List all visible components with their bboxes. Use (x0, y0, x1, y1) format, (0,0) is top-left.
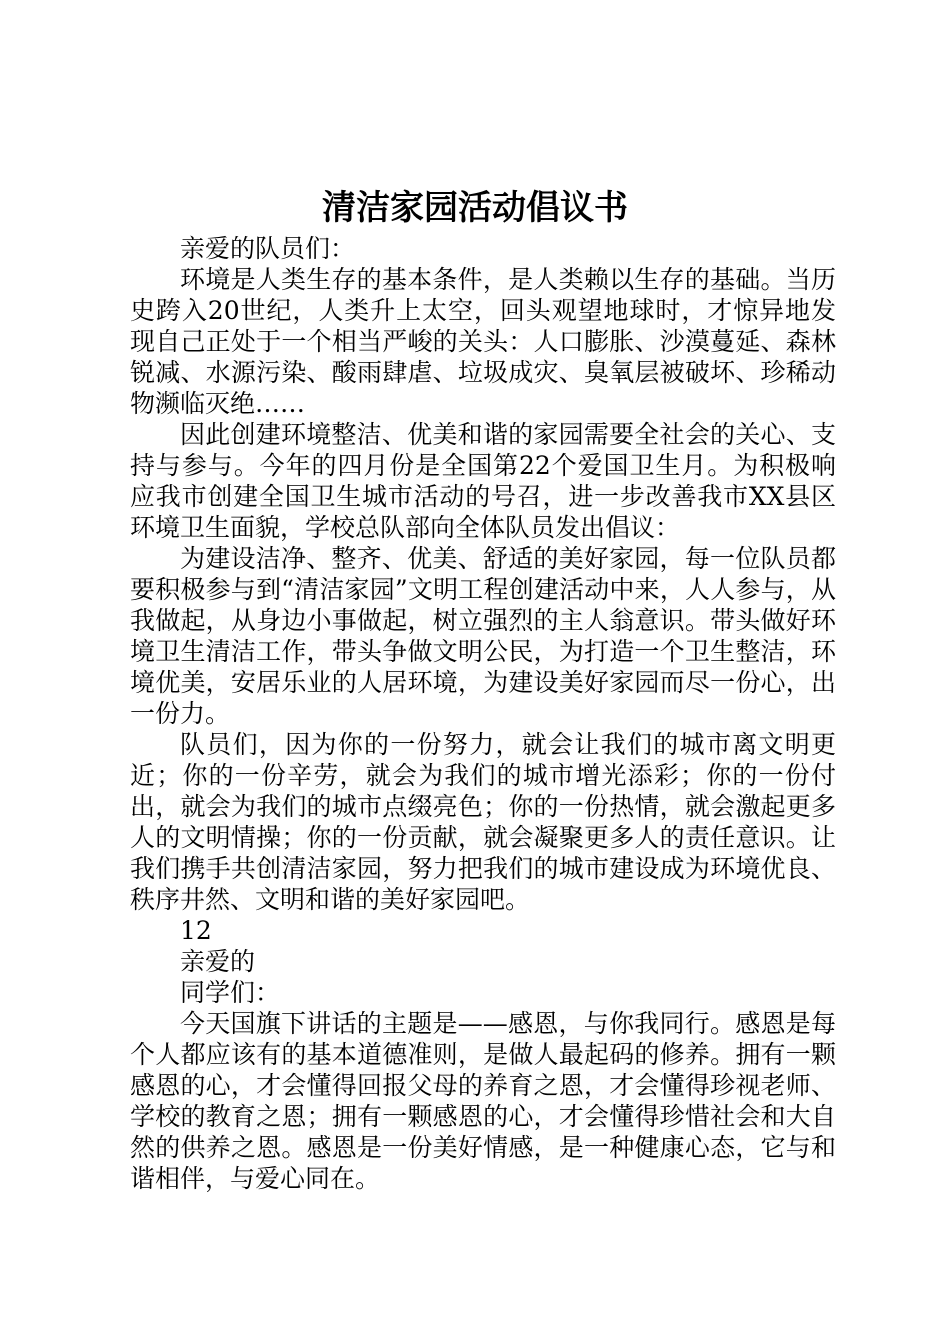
greeting-paragraph: 亲爱的队员们： (180, 234, 356, 263)
participation-paragraph: 为建设洁净、整齐、优美、舒适的美好家园，每一位队员都要积极参与到“清洁家园”文明工程创建活动中来，人人参与，从我做起，从身边小事做起，树立强烈的主人翁意识。带头做好环境卫生清洁工作，带头争做文明公民，为打造一个卫生整洁，环境优美，安居乐业的人居环境，为建设美好家园而尽一份心，出一份力。 (130, 544, 836, 728)
section-number: 12 (180, 916, 212, 945)
document-body (130, 233, 836, 1194)
closing-paragraph: 队员们，因为你的一份努力，就会让我们的城市离文明更近；你的一份辛劳，就会为我们的城市增光添彩；你的一份付出，就会为我们的城市点缀亮色；你的一份热情，就会激起更多人的文明情操；你的一份贡献，就会凝聚更多人的责任意识。让我们携手共创清洁家园，努力把我们的城市建设成为环境优良、秩序井然、文明和谐的美好家园吧。 (130, 730, 836, 914)
second-greeting-line-2: 同学们： (180, 978, 281, 1007)
gratitude-paragraph: 今天国旗下讲话的主题是——感恩，与你我同行。感恩是每个人都应该有的基本道德准则，是做人最起码的修养。拥有一颗感恩的心，才会懂得回报父母的养育之恩，才会懂得珍视老师、学校的教育之恩；拥有一颗感恩的心，才会懂得珍惜社会和大自然的供养之恩。感恩是一份美好情感，是一种健康心态，它与和谐相伴，与爱心同在。 (130, 1009, 836, 1193)
initiative-intro-paragraph: 因此创建环境整洁、优美和谐的家园需要全社会的关心、支持与参与。今年的四月份是全国第22个爱国卫生月。为积极响应我市创建全国卫生城市活动的号召，进一步改善我市XX县区环境卫生面貌，学校总队部向全体队员发出倡议： (130, 420, 836, 542)
environment-paragraph: 环境是人类生存的基本条件，是人类赖以生存的基础。当历史跨入20世纪，人类升上太空，回头观望地球时，才惊异地发现自己正处于一个相当严峻的关头：人口膨胀、沙漠蔓延、森林锐减、水源污染、酸雨肆虐、垃圾成灾、臭氧层被破坏、珍稀动物濒临灭绝…… (130, 265, 836, 418)
document-title: 清洁家园活动倡议书 (322, 188, 628, 228)
second-greeting-line-1: 亲爱的 (180, 947, 256, 976)
